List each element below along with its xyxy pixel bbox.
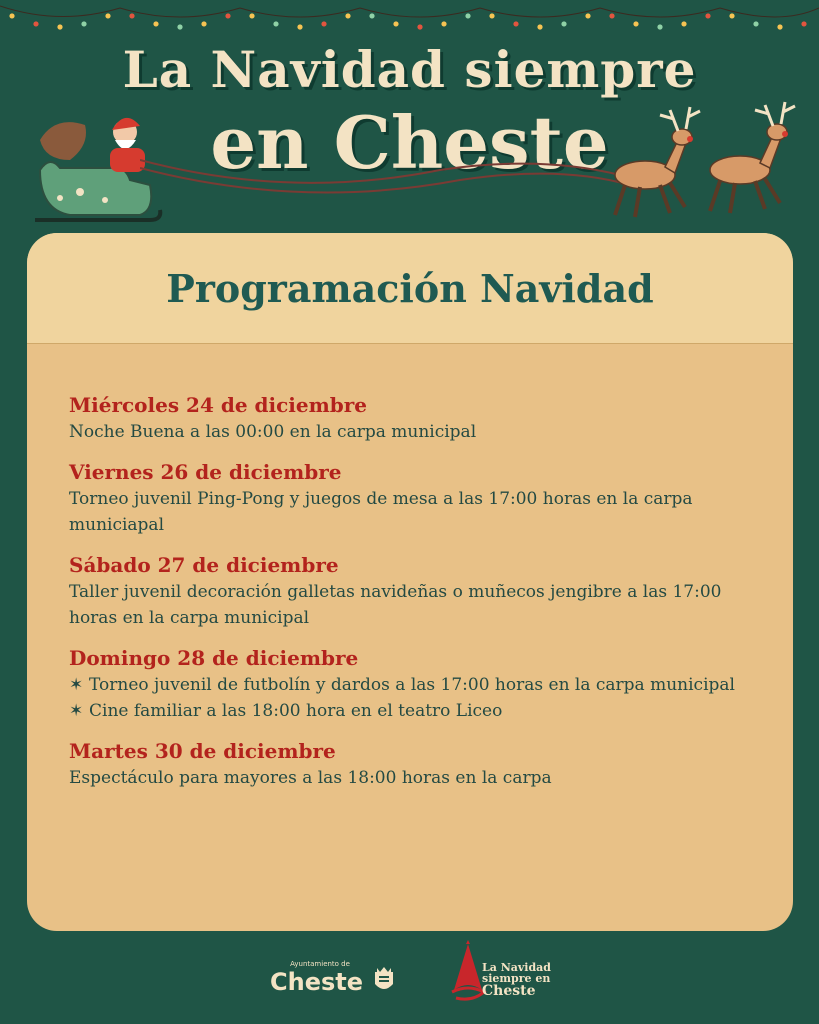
light-bulb-icon: [225, 13, 230, 18]
light-bulb-icon: [153, 21, 158, 26]
event-bullet-text: Torneo juvenil de futbolín y dardos a las 17:00 horas en la carpa municipal: [89, 675, 735, 695]
event-bullet: [69, 672, 769, 698]
light-bulb-icon: [369, 13, 374, 18]
light-bulb-icon: [561, 21, 566, 26]
ayuntamiento-label: Ayuntamiento de: [290, 960, 350, 968]
reindeer-illustration: [590, 95, 805, 225]
navidad-logo-text: [482, 962, 562, 998]
event-description: Torneo juvenil Ping-Pong y juegos de mesa a las 17:00 horas en la carpa municiapal: [69, 489, 693, 535]
event-bullet: [69, 698, 769, 724]
logo-line3: Cheste: [482, 983, 536, 999]
logo-line1: La Navidad: [482, 961, 551, 974]
program-card: [27, 233, 793, 931]
light-bulb-icon: [345, 13, 350, 18]
light-bulb-icon: [609, 13, 614, 18]
event-item: [69, 458, 769, 538]
light-bulb-icon: [537, 24, 542, 29]
event-description: Taller juvenil decoración galletas navideñas o muñecos jengibre a las 17:00 horas en la carpa municipal: [69, 582, 722, 628]
light-bulb-icon: [105, 13, 110, 18]
light-bulb-icon: [129, 13, 134, 18]
light-bulb-icon: [297, 24, 302, 29]
event-date: Domingo 28 de diciembre: [69, 646, 359, 670]
ayuntamiento-logo: [270, 960, 370, 996]
event-date: Miércoles 24 de diciembre: [69, 393, 368, 417]
light-bulb-icon: [33, 21, 38, 26]
event-date: Viernes 26 de diciembre: [69, 460, 342, 484]
light-bulb-icon: [177, 24, 182, 29]
event-item: [69, 391, 769, 445]
light-bulb-icon: [273, 21, 278, 26]
event-bullet-text: Cine familiar a las 18:00 hora en el teatro Liceo: [89, 701, 503, 721]
string-lights-decoration: [0, 0, 819, 40]
light-bulb-icon: [465, 13, 470, 18]
ayuntamiento-name: Cheste: [270, 968, 364, 996]
events-list: [69, 391, 769, 804]
program-card-header: [27, 233, 793, 344]
light-bulb-icon: [441, 21, 446, 26]
event-description: Espectáculo para mayores a las 18:00 horas en la carpa: [69, 768, 552, 788]
light-bulb-icon: [249, 13, 254, 18]
event-item: [69, 644, 769, 724]
star-bullet-icon: ✶: [69, 701, 84, 721]
event-item: [69, 737, 769, 791]
logo-line2: siempre en: [482, 972, 551, 985]
light-bulb-icon: [657, 24, 662, 29]
light-bulb-icon: [513, 21, 518, 26]
light-bulb-icon: [801, 21, 806, 26]
town-crest-icon: [373, 966, 395, 994]
event-date: Martes 30 de diciembre: [69, 739, 336, 763]
light-bulb-icon: [777, 24, 782, 29]
light-bulb-icon: [585, 13, 590, 18]
light-bulb-icon: [681, 21, 686, 26]
light-bulb-icon: [81, 21, 86, 26]
event-item: [69, 551, 769, 631]
program-title: Programación Navidad: [166, 265, 654, 311]
light-bulb-icon: [753, 21, 758, 26]
light-bulb-icon: [201, 21, 206, 26]
star-bullet-icon: ✶: [69, 675, 84, 695]
page-title-line1: La Navidad siempre: [122, 40, 697, 99]
light-bulb-icon: [417, 24, 422, 29]
light-bulb-icon: [633, 21, 638, 26]
light-bulb-icon: [705, 13, 710, 18]
light-bulb-icon: [9, 13, 14, 18]
reins-decoration: [140, 150, 640, 210]
event-description: Noche Buena a las 00:00 en la carpa municipal: [69, 422, 477, 442]
event-date: Sábado 27 de diciembre: [69, 553, 339, 577]
light-bulb-icon: [489, 13, 494, 18]
light-bulb-icon: [57, 24, 62, 29]
light-bulb-icon: [729, 13, 734, 18]
page-title-line2: en Cheste: [210, 100, 609, 185]
light-bulb-icon: [321, 21, 326, 26]
light-bulb-icon: [393, 21, 398, 26]
